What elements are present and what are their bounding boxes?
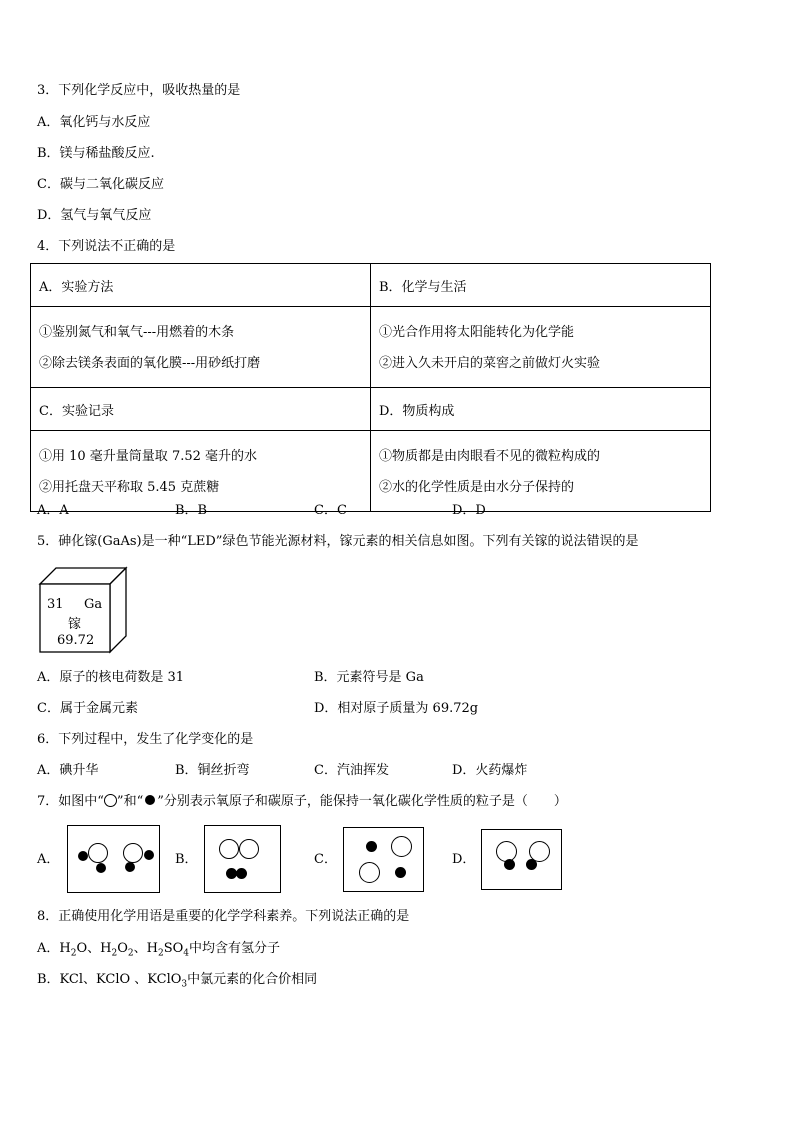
- q8-a-subscript: 2: [111, 948, 118, 959]
- element-name: 镓: [68, 617, 82, 632]
- element-mass: 69.72: [57, 633, 95, 648]
- q4-cell-b-head: B．化学与生活: [371, 264, 711, 307]
- q7-stem-part-2: ”和“: [116, 794, 144, 809]
- q4-stem: 4．下列说法不正确的是: [37, 239, 176, 254]
- q4-option-c: C．C: [314, 503, 347, 518]
- oxygen-atom-icon: [88, 843, 108, 863]
- oxygen-atom-icon: [219, 839, 239, 859]
- q4-b-item-2: ②进入久未开启的菜窖之前做灯火实验: [379, 356, 601, 371]
- element-symbol: Ga: [84, 597, 103, 612]
- q5-option-a: A．原子的核电荷数是 31: [37, 670, 185, 685]
- carbon-atom-icon: [144, 850, 154, 860]
- q8-a-subscript: 2: [127, 948, 134, 959]
- q4-cell-d: [371, 431, 711, 512]
- q8-a-text: O: [117, 941, 128, 956]
- q4-option-a: A．A: [37, 503, 69, 518]
- carbon-atom-icon: [236, 868, 247, 879]
- q4-a-item-1: ①鉴别氮气和氧气---用燃着的木条: [39, 325, 235, 340]
- q8-a-text: SO: [163, 941, 184, 956]
- carbon-atom-icon: [504, 859, 515, 870]
- q7-diagram-a: [67, 825, 160, 893]
- q5-option-d: D．相对原子质量为 69.72g: [314, 701, 479, 716]
- q8-a-subscript: 4: [183, 948, 189, 959]
- q4-table: [30, 263, 711, 512]
- carbon-atom-icon: [96, 863, 106, 873]
- q8-a-text: O、H: [76, 941, 112, 956]
- q8-b-subscript: 3: [181, 979, 188, 990]
- q7-diagram-c: [343, 827, 424, 892]
- carbon-atom-icon: [145, 795, 155, 805]
- q8-b-text: 中氯元素的化合价相同: [187, 972, 318, 987]
- q4-c-item-2: ②用托盘天平称取 5.45 克蔗糖: [39, 480, 220, 495]
- oxygen-atom-icon: [104, 794, 117, 807]
- carbon-atom-icon: [125, 862, 135, 872]
- q7-label-a: A．: [37, 852, 60, 867]
- q6-option-c: C．汽油挥发: [314, 763, 389, 778]
- q7-label-c: C．: [314, 852, 337, 867]
- oxygen-atom-icon: [359, 862, 380, 883]
- carbon-atom-icon: [395, 867, 406, 878]
- q8-option-a: [37, 940, 280, 963]
- q6-option-a: A．碘升华: [37, 763, 99, 778]
- carbon-atom-icon: [526, 859, 537, 870]
- q6-option-d: D．火药爆炸: [452, 763, 528, 778]
- q5-option-b: B．元素符号是 Ga: [314, 670, 424, 685]
- q4-d-item-1: ①物质都是由肉眼看不见的微粒构成的: [379, 449, 601, 464]
- q3-option-a: A．氧化钙与水反应: [37, 115, 151, 130]
- q6-option-b: B．铜丝折弯: [175, 763, 250, 778]
- q4-b-item-1: ①光合作用将太阳能转化为化学能: [379, 325, 575, 340]
- q4-cell-c-head: C．实验记录: [31, 388, 371, 431]
- q4-cell-a: [31, 307, 371, 388]
- q7-stem-part-1: 7．如图中“: [37, 794, 104, 809]
- q5-stem: 5．砷化镓(GaAs)是一种“LED”绿色节能光源材料，镓元素的相关信息如图。下列有关镓的说法错误的是: [37, 534, 639, 549]
- carbon-atom-icon: [366, 841, 377, 852]
- oxygen-atom-icon: [239, 839, 259, 859]
- q4-cell-c: [31, 431, 371, 512]
- q4-cell-b: [371, 307, 711, 388]
- oxygen-atom-icon: [123, 843, 143, 863]
- q8-a-text: 中均含有氢分子: [189, 941, 281, 956]
- q4-option-d: D．D: [452, 503, 486, 518]
- q4-d-item-2: ②水的化学性质是由水分子保持的: [379, 480, 575, 495]
- q3-stem: 3．下列化学反应中，吸收热量的是: [37, 83, 241, 98]
- q3-option-c: C．碳与二氧化碳反应: [37, 177, 164, 192]
- q8-a-text: A．H: [37, 941, 71, 956]
- q8-option-b: [37, 971, 317, 994]
- q4-cell-a-head: A．实验方法: [31, 264, 371, 307]
- q7-label-b: B．: [175, 852, 198, 867]
- q7-diagram-b: [204, 825, 281, 893]
- oxygen-atom-icon: [391, 836, 412, 857]
- q4-cell-d-head: D．物质构成: [371, 388, 711, 431]
- q7-label-d: D．: [452, 852, 476, 867]
- q4-option-b: B．B: [175, 503, 208, 518]
- q3-option-b: B．镁与稀盐酸反应.: [37, 146, 155, 161]
- q4-c-item-1: ①用 10 毫升量筒量取 7.52 毫升的水: [39, 449, 258, 464]
- q8-b-text: B．KCl、KClO 、KClO: [37, 972, 182, 987]
- q7-stem: [37, 793, 567, 811]
- element-number: 31: [47, 597, 64, 612]
- q7-diagram-d: [481, 829, 562, 890]
- q4-a-item-2: ②除去镁条表面的氧化膜---用砂纸打磨: [39, 356, 261, 371]
- q8-a-subscript: 2: [70, 948, 77, 959]
- q8-a-text: 、H: [133, 941, 158, 956]
- q5-option-c: C．属于金属元素: [37, 701, 138, 716]
- q7-stem-part-3: ”分别表示氧原子和碳原子，能保持一氧化碳化学性质的粒子是（ ）: [157, 794, 567, 809]
- q8-a-subscript: 2: [157, 948, 164, 959]
- q3-option-d: D．氢气与氧气反应: [37, 208, 152, 223]
- q8-stem: 8．正确使用化学用语是重要的化学学科素养。下列说法正确的是: [37, 909, 410, 924]
- carbon-atom-icon: [78, 851, 88, 861]
- q6-stem: 6．下列过程中，发生了化学变化的是: [37, 732, 254, 747]
